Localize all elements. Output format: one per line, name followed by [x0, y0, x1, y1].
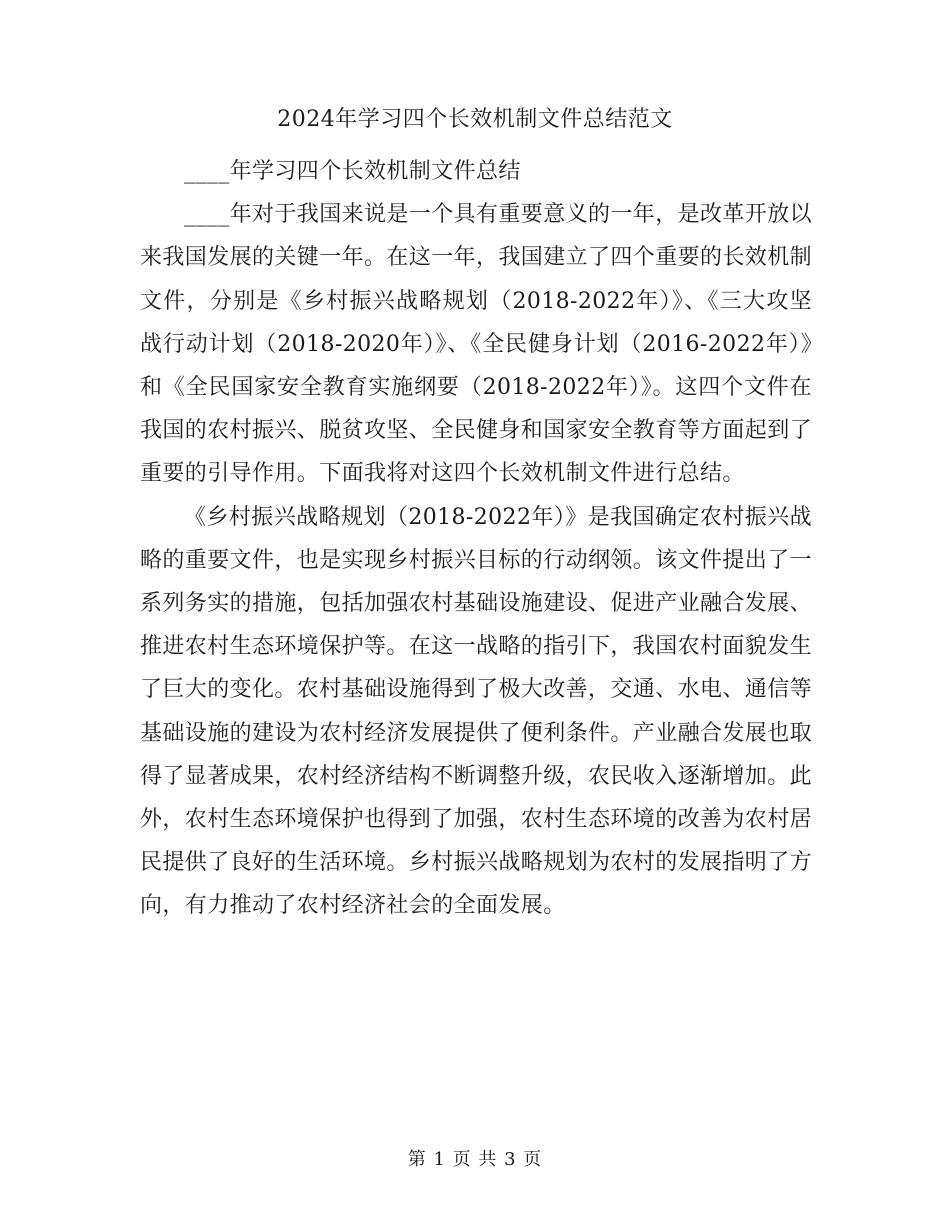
rural-revitalization-paragraph: 《乡村振兴战略规划（2018-2022年）》是我国确定农村振兴战略的重要文件，也是实现乡村振兴目标的行动纲领。该文件提出了一系列务实的措施，包括加强农村基础设施建设、促进产业融合发展、推进农村生态环境保护等。在这一战略的指引下，我国农村面貌发生了巨大的变化。农村基础设施得到了极大改善，交通、水电、通信等基础设施的建设为农村经济发展提供了便利条件。产业融合发展也取得了显著成果，农村经济结构不断调整升级，农民收入逐渐增加。此外，农村生态环境保护也得到了加强，农村生态环境的改善为农村居民提供了良好的生活环境。乡村振兴战略规划为农村的发展指明了方向，有力推动了农村经济社会的全面发展。 [140, 504, 813, 919]
subtitle-paragraph: ____年学习四个长效机制文件总结 [184, 159, 521, 184]
document-title: 2024年学习四个长效机制文件总结范文 [277, 107, 673, 132]
intro-paragraph: ____年对于我国来说是一个具有重要意义的一年，是改革开放以来我国发展的关键一年。在这一年，我国建立了四个重要的长效机制文件，分别是《乡村振兴战略规划（2018-2022年）》、《三大攻坚战行动计划（2018-2020年）》、《全民健身计划（2016-2022年）》和《全民国家安全教育实施纲要（2018-2022年）》。这四个文件在我国的农村振兴、脱贫攻坚、全民健身和国家安全教育等方面起到了重要的引导作用。下面我将对这四个长效机制文件进行总结。 [140, 202, 813, 487]
page-number-footer: 第 1 页 共 3 页 [407, 1149, 543, 1170]
document-body [140, 150, 812, 928]
